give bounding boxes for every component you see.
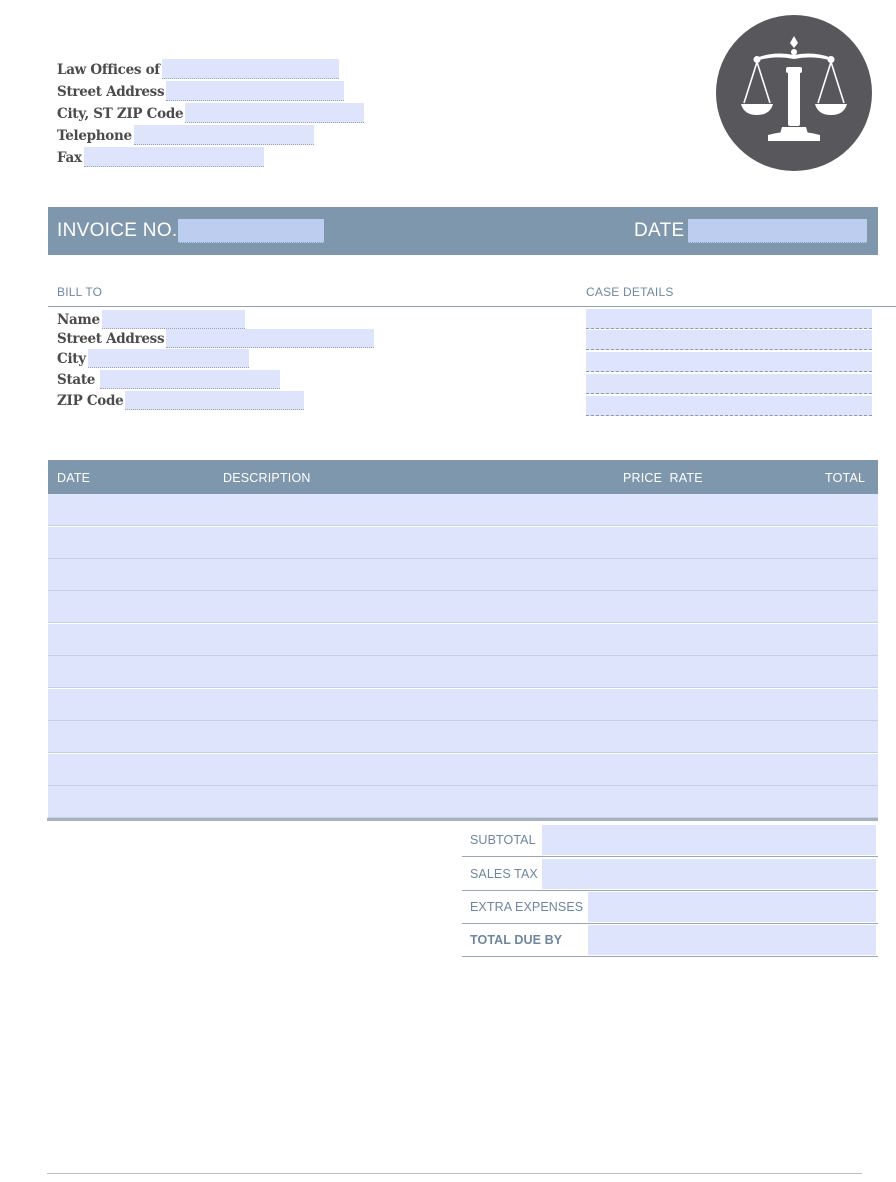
bill-zip-line (57, 390, 304, 410)
table-row[interactable] (48, 754, 878, 786)
firm-telephone-line (57, 125, 314, 145)
total-due-label: TOTAL DUE BY (470, 933, 563, 947)
scales-of-justice-icon (716, 15, 872, 171)
invoice-number-label: INVOICE NO. (57, 220, 178, 241)
invoice-date-label: DATE (634, 220, 685, 241)
firm-city-line (57, 103, 364, 123)
table-row[interactable] (48, 721, 878, 753)
firm-city-label: City, ST ZIP Code (57, 106, 184, 122)
bill-street-field[interactable] (166, 329, 374, 348)
firm-street-line (57, 81, 344, 101)
table-row[interactable] (48, 559, 878, 591)
invoice-header-band (48, 207, 878, 255)
column-header-date: DATE (57, 471, 91, 485)
sales-tax-field[interactable] (542, 859, 876, 889)
case-details-heading: CASE DETAILS (586, 285, 674, 299)
sales-tax-row (462, 857, 878, 891)
subtotal-label: SUBTOTAL (470, 833, 536, 847)
subtotal-row (462, 823, 878, 857)
bill-state-label: State (57, 372, 96, 388)
table-row[interactable] (48, 656, 878, 688)
table-row[interactable] (48, 494, 878, 526)
bill-city-field[interactable] (88, 349, 249, 368)
table-row[interactable] (48, 527, 878, 559)
column-header-description: DESCRIPTION (223, 471, 311, 485)
bill-name-line (57, 309, 245, 329)
case-details-line[interactable] (586, 374, 872, 394)
table-bottom-rule (47, 818, 878, 821)
invoice-number-field[interactable] (178, 219, 324, 243)
fax-field[interactable] (84, 147, 264, 167)
case-details-line[interactable] (586, 309, 872, 329)
firm-street-label: Street Address (57, 84, 165, 100)
bill-zip-label: ZIP Code (57, 393, 124, 409)
bill-city-line (57, 348, 249, 368)
bill-name-field[interactable] (102, 310, 245, 329)
fax-label: Fax (57, 150, 82, 166)
subtotal-field[interactable] (542, 825, 876, 855)
sales-tax-label: SALES TAX (470, 867, 538, 881)
firm-name-line (57, 59, 339, 79)
total-due-field[interactable] (588, 925, 876, 955)
law-offices-field[interactable] (162, 59, 339, 79)
invoice-date-field[interactable] (688, 219, 867, 243)
items-table-header (48, 460, 878, 494)
bill-to-heading: BILL TO (57, 285, 103, 299)
case-details-line[interactable] (586, 396, 872, 416)
footer-rule (47, 1173, 862, 1174)
extra-expenses-label: EXTRA EXPENSES (470, 900, 584, 914)
firm-city-field[interactable] (185, 103, 364, 123)
law-offices-label: Law Offices of (57, 62, 160, 78)
table-row[interactable] (48, 689, 878, 721)
telephone-label: Telephone (57, 128, 132, 144)
firm-street-field[interactable] (166, 81, 344, 101)
case-details-line[interactable] (586, 352, 872, 372)
section-divider (48, 306, 896, 307)
table-row[interactable] (48, 624, 878, 656)
column-header-total: TOTAL (825, 471, 866, 485)
extra-expenses-row (462, 890, 878, 924)
firm-fax-line (57, 147, 264, 167)
column-header-price-rate: PRICE RATE (623, 471, 703, 485)
bill-state-field[interactable] (100, 370, 280, 389)
telephone-field[interactable] (134, 125, 314, 145)
bill-name-label: Name (57, 312, 100, 328)
bill-state-line (57, 369, 280, 389)
extra-expenses-field[interactable] (588, 892, 876, 922)
total-due-row (462, 923, 878, 957)
table-row[interactable] (48, 591, 878, 623)
bill-city-label: City (57, 351, 86, 367)
bill-street-line (57, 328, 374, 348)
bill-zip-field[interactable] (125, 391, 304, 410)
bill-street-label: Street Address (57, 331, 165, 347)
table-row[interactable] (48, 786, 878, 818)
case-details-line[interactable] (586, 330, 872, 350)
logo (716, 15, 872, 171)
